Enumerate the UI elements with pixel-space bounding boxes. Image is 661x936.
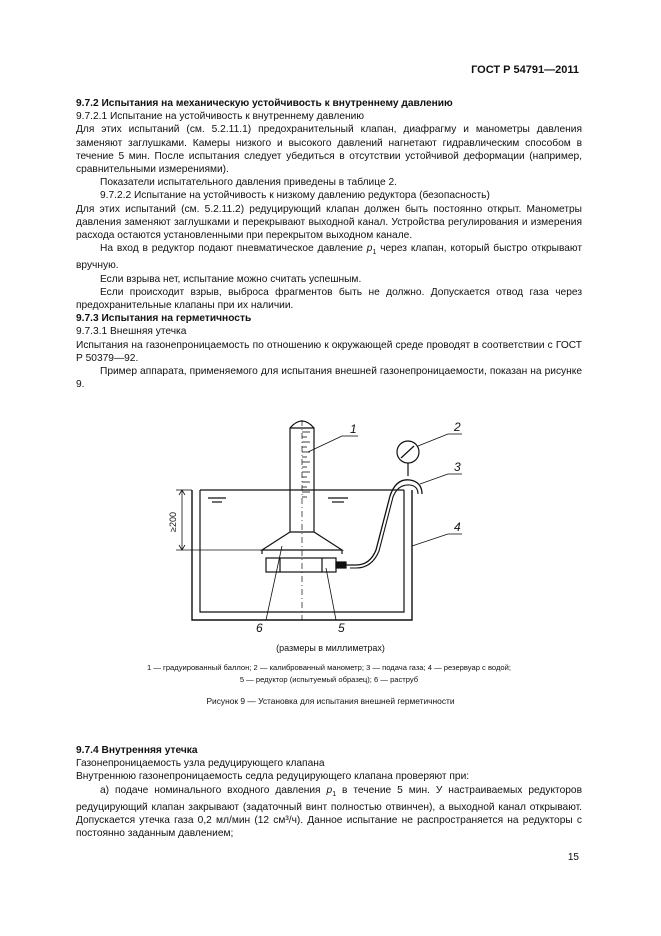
gas-supply-hose	[346, 480, 422, 565]
paragraph: 9.7.2.1 Испытание на устойчивость к внутреннему давлению	[76, 111, 364, 123]
paragraph: Если происходит взрыв, выброса фрагментов быть не должно. Допускается отвод газа через предохранительные клапаны при их наличии.	[76, 286, 582, 312]
regulator-inlet	[336, 562, 346, 568]
paragraph: Пример аппарата, применяемого для испытания внешней газонепроницаемости, показан на рисунке 9.	[76, 366, 582, 391]
figure-label-5: 5	[338, 621, 345, 635]
section-9-7-4	[76, 744, 582, 840]
figure-label-4: 4	[454, 520, 461, 534]
paragraph: Для этих испытаний (см. 5.2.11.2) редуцирующий клапан должен быть постоянно открыт. Манометры давления заменяют заглушками и перекрывают выходной канал. Устройства регулирования и измерения расхода остаются установленными при перекрытом выходном канале.	[76, 203, 582, 242]
section-title: 9.7.4 Внутренняя утечка	[76, 745, 198, 756]
legend-line: 1 — градуированный баллон; 2 — калиброванный манометр; 3 — подача газа; 4 — резервуар с водой;	[147, 663, 511, 672]
legend-line: 5 — редуктор (испытуемый образец); 6 — раструб	[239, 675, 419, 684]
section-title: 9.7.2 Испытания на механическую устойчивость к внутреннему давлению	[76, 98, 453, 109]
paragraph: Если взрыва нет, испытание можно считать успешным.	[100, 273, 362, 285]
dimension-label: ≥200	[168, 512, 178, 532]
paragraph: а) подаче номинального входного давления $p_1$ в течение 5 мин. У настраиваемых редукторов редуцирующий клапан закрывают (задаточный винт полностью отвинчен), а выходной канал открывают. Допускается утечка газа 0,2 мл/мин (12 см³/ч). Данное испытание не распространяется на редукторы с постоянно заданным давлением;	[76, 784, 582, 840]
figure-9-diagram	[150, 400, 530, 660]
test-apparatus-diagram	[150, 400, 530, 640]
paragraph: Показатели испытательного давления приведены в таблице 2.	[100, 177, 397, 189]
figure-label-6: 6	[256, 621, 263, 635]
paragraph: Испытания на газонепроницаемость по отношению к окружающей среде проводят в соответствии с ГОСТ Р 50379—92.	[76, 339, 582, 364]
figure-caption: Рисунок 9 — Установка для испытания внешней герметичности	[206, 696, 455, 706]
section-9-7-2	[76, 97, 582, 392]
figure-units-note: (размеры в миллиметрах)	[276, 643, 385, 653]
paragraph: Газонепроницаемость узла редуцирующего клапана	[76, 758, 325, 770]
paragraph: Для этих испытаний (см. 5.2.11.1) предохранительный клапан, диафрагму и манометры давления заменяют заглушками. Камеры низкого и высокого давлений нагнетают гидравлическим способом в течение 5 мин. После испытания следует убедиться в отсутствии устойчивой деформации (например, сравнительными измерениями).	[76, 124, 582, 176]
figure-legend	[76, 662, 582, 686]
paragraph: 9.7.3.1 Внешняя утечка	[76, 326, 187, 338]
figure-label-1: 1	[350, 422, 357, 436]
figure-label-3: 3	[454, 460, 461, 474]
paragraph: На вход в редуктор подают пневматическое давление $p_1$ через клапан, который быстро открывают вручную.	[76, 243, 582, 272]
document-code: ГОСТ Р 54791—2011	[471, 64, 579, 76]
paragraph: 9.7.2.2 Испытание на устойчивость к низкому давлению редуктора (безопасность)	[100, 190, 490, 202]
page-number: 15	[567, 852, 579, 863]
paragraph: Внутреннюю газонепроницаемость седла редуцирующего клапана проверяют при:	[76, 771, 470, 783]
section-title: 9.7.3 Испытания на герметичность	[76, 313, 252, 325]
figure-label-2: 2	[454, 420, 461, 434]
